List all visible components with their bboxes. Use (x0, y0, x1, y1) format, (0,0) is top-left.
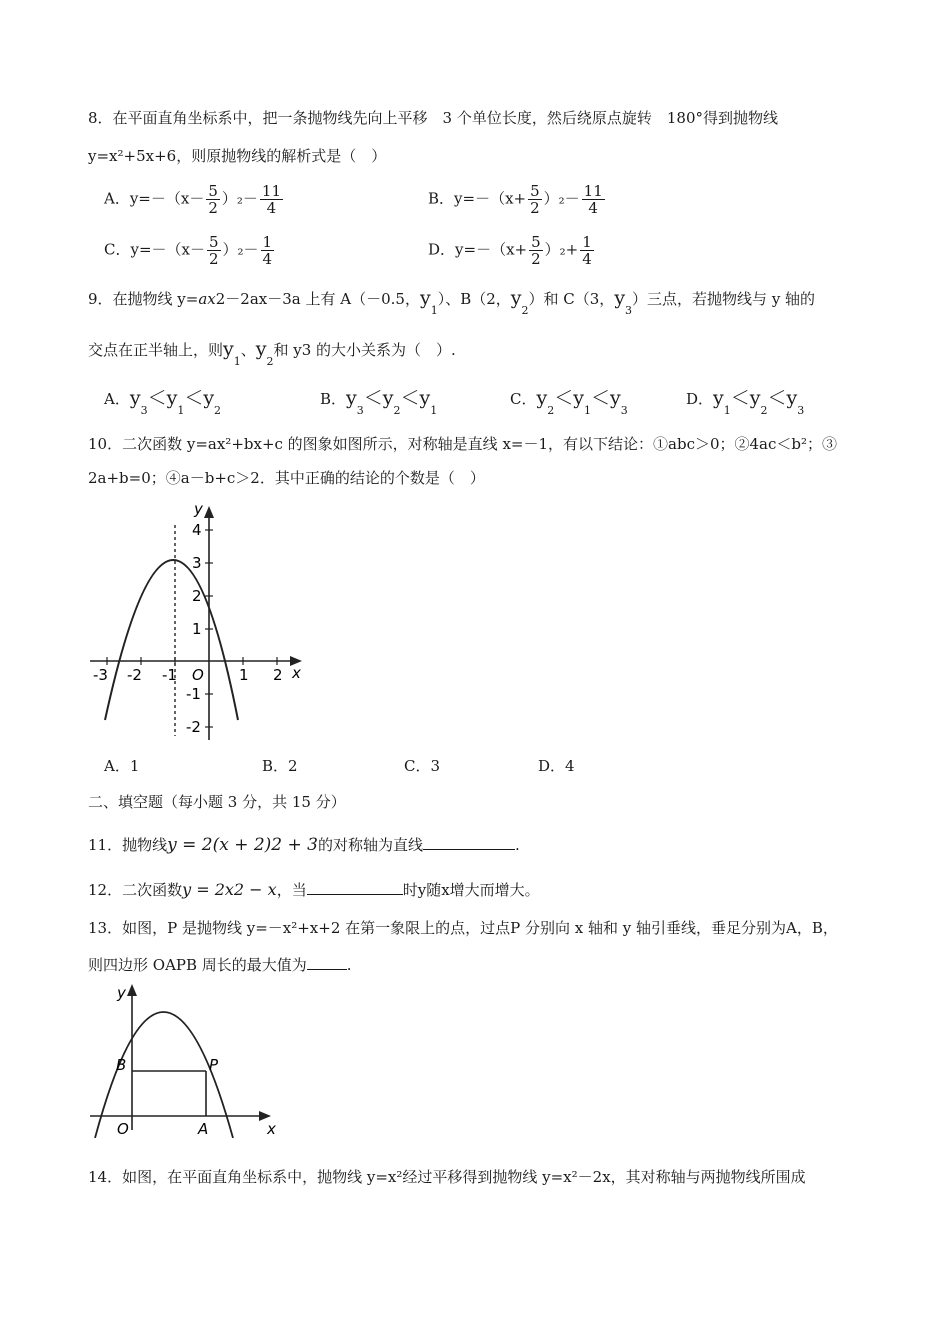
q11-answer-blank[interactable] (423, 849, 515, 850)
q10-option-d: D．4 (538, 757, 575, 775)
q11-line: 11．抛物线y = 2(x + 2)2 + 3的对称轴为直线 . (88, 835, 520, 855)
q10-tick-x-neg3: -3 (93, 666, 108, 684)
q9-line1: 9．在抛物线 y=ax2－2ax－3a 上有 A（－0.5，$y_1$）、B（2，$y_2$）和 C（3，$y_3$）三点，若抛物线与 y 轴的 (88, 287, 816, 317)
q8-option-a: A．y=－（x－ $\frac{5}{2}$ ）₂－ $\frac{11}{4}$ (104, 182, 281, 217)
q10-tick-y-2: 2 (192, 587, 202, 605)
q12-answer-blank[interactable] (307, 894, 403, 895)
q10-tick-y-1: 1 (192, 620, 202, 638)
section2-heading: 二、填空题（每小题 3 分，共 15 分） (88, 793, 346, 811)
q10-graph (80, 500, 320, 745)
q10-option-a: A．1 (104, 757, 140, 775)
q13-label-y: y (117, 984, 126, 1002)
q10-tick-x-neg2: -2 (127, 666, 142, 684)
q8-option-d: D．y=－（x+ $\frac{5}{2}$ ）₂+ $\frac{1}{4}$ (428, 233, 592, 268)
q13-label-b: B (116, 1056, 127, 1074)
q13-label-p: P (209, 1056, 219, 1074)
q10-parabola (105, 560, 238, 720)
q10-tick-x-neg1: -1 (162, 666, 177, 684)
q9-option-a: A．$y_3<y_1<y_2$ (104, 387, 222, 417)
q10-tick-y-4: 4 (192, 521, 202, 539)
q12-formula: y = 2x2 − x (182, 880, 277, 899)
q9-option-d: D．$y_1<y_2<y_3$ (686, 387, 805, 417)
q8-line2: y=x²+5x+6，则原抛物线的解析式是（ ） (88, 147, 387, 165)
q9-line2: 交点在正半轴上，则$y_1$、$y_2$和 y3 的大小关系为（ ）. (88, 338, 456, 368)
q13-line1: 13．如图，P 是抛物线 y=－x²+x+2 在第一象限上的点，过点P 分别向 x 轴和 y 轴引垂线，垂足分别为A，B， (88, 919, 838, 937)
q9-option-c: C．$y_2<y_1<y_3$ (510, 387, 628, 417)
q13-answer-blank[interactable] (307, 969, 347, 970)
q10-y-arrow (204, 506, 214, 518)
q10-option-c: C．3 (404, 757, 441, 775)
q9-option-b: B．$y_3<y_2<y_1$ (320, 387, 438, 417)
q10-tick-y-neg1: -1 (186, 685, 201, 703)
q10-label-o: O (192, 666, 204, 684)
q8-option-c: C．y=－（x－ $\frac{5}{2}$ ）₂－ $\frac{1}{4}$ (104, 233, 273, 268)
q10-tick-y-neg2: -2 (186, 718, 201, 736)
q10-line2: 2a+b=0；④a－b+c＞2．其中正确的结论的个数是（ ） (88, 469, 485, 487)
q13-y-arrow (127, 984, 137, 996)
q10-label-y: y (194, 500, 203, 518)
q13-label-x: x (267, 1120, 276, 1138)
q12-line: 12．二次函数y = 2x2 − x，当 时y随x增大而增大。 (88, 880, 540, 899)
q14-line1: 14．如图，在平面直角坐标系中，抛物线 y=x²经过平移得到抛物线 y=x²－2x，其对称轴与两抛物线所围成 (88, 1168, 806, 1186)
q13-label-a: A (198, 1120, 209, 1138)
q10-line1: 10．二次函数 y=ax²+bx+c 的图象如图所示，对称轴是直线 x=－1，有以下结论：①abc＞0；②4ac＜b²；③ (88, 435, 838, 453)
q13-line2: 则四边形 OAPB 周长的最大值为 . (88, 956, 352, 974)
q8-option-b: B．y=－（x+ $\frac{5}{2}$ ）₂－ $\frac{11}{4}$ (428, 182, 603, 217)
q10-tick-y-3: 3 (192, 554, 202, 572)
q13-parabola (95, 1012, 233, 1138)
q13-graph (85, 978, 285, 1138)
q13-label-o: O (117, 1120, 129, 1138)
q11-formula: y = 2(x + 2)2 + 3 (167, 835, 318, 855)
q10-option-b: B．2 (262, 757, 298, 775)
q10-label-x: x (292, 664, 301, 682)
q8-line1: 8．在平面直角坐标系中，把一条抛物线先向上平移 3 个单位长度，然后绕原点旋转 180°得到抛物线 (88, 109, 778, 127)
q10-tick-x-1: 1 (239, 666, 249, 684)
q10-tick-x-2: 2 (273, 666, 283, 684)
